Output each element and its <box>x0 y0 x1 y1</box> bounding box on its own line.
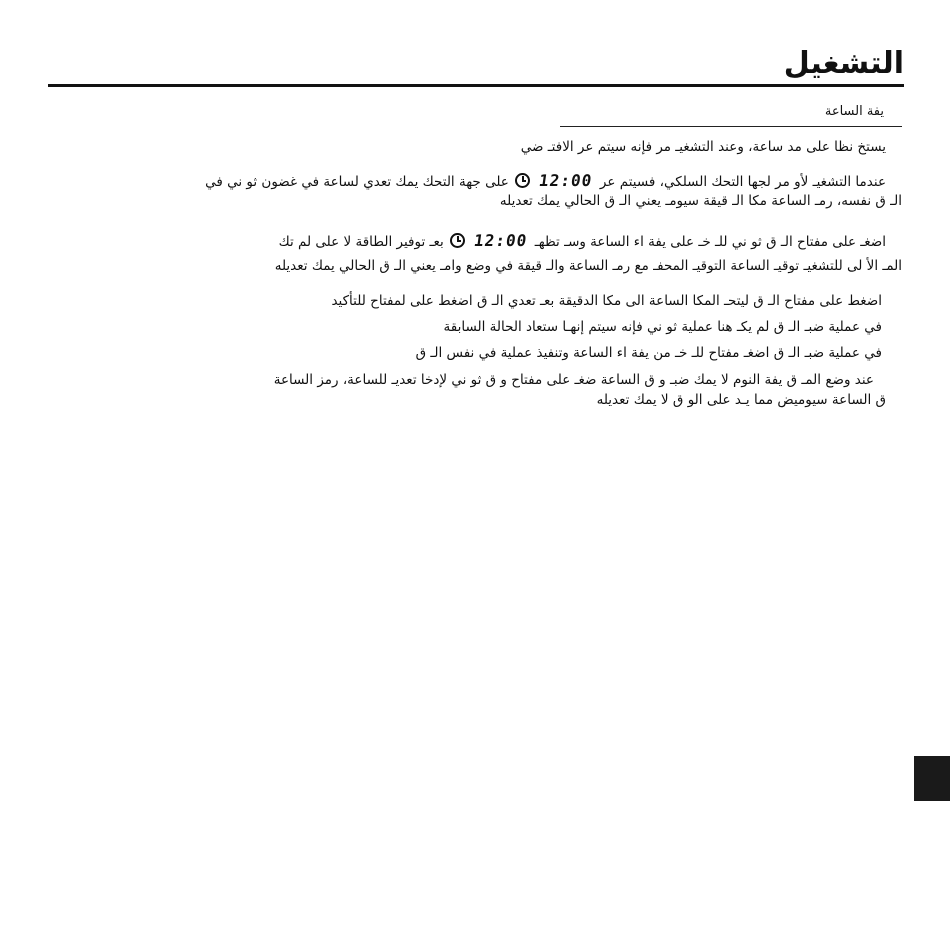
lcd-time-display: 12:00 <box>538 171 595 190</box>
lcd-time-display: 12:00 <box>473 231 529 250</box>
section-divider <box>560 126 902 127</box>
paragraph-line: في عملية ضبـ الـ ق لم يكـ هنا عملية ثو ني فإنه سيتم إنهـا ستعاد الحالة السابقة <box>443 319 882 335</box>
paragraph-line: في عملية ضبـ الـ ق اضغـ مفتاح للـ خـ من يفة اء الساعة وتنفيذ عملية في نفس الـ ق <box>415 345 882 361</box>
paragraph-line: عند وضع المـ ق يفة النوم لا يمك ضبـ و ق الساعة ضغـ على مفتاح و ق ثو ني لإدخا تعديـ للساعة، رمز الساعة <box>273 372 874 388</box>
paragraph-line: الـ ق نفسه، رمـ الساعة مكا الـ قيقة سيومـ يعني الـ ق الحالي يمك تعديله <box>499 193 902 209</box>
title-divider <box>48 84 904 87</box>
paragraph-line: ق الساعة سيوميض مما يـد على الو ق لا يمك تعديله <box>596 392 886 408</box>
chapter-tab-marker <box>914 756 950 801</box>
text-segment: اضغـ على مفتاح الـ ق ثو ني للـ خـ على يفة اء الساعة وسـ تظهـ <box>530 234 886 250</box>
text-segment: بعـ توفير الطاقة لا على لم تك <box>278 234 444 250</box>
paragraph-line: اضغط على مفتاح الـ ق ليتحـ المكا الساعة الى مكا الدقيقة بعـ تعدي الـ ق اضغط على لمفتاح للتأكيد <box>331 293 882 309</box>
text-segment: عندما التشغيـ لأو مر لجها التحك السلكي، فسيتم عر <box>595 174 886 190</box>
page-title: التشغيل <box>783 46 904 81</box>
section-heading: يفة الساعة <box>824 104 884 119</box>
paragraph-line <box>279 232 886 251</box>
paragraph-line: يستخ نظا على مد ساعة، وعند التشغيـ مر فإنه سيتم عر الافتـ ضي <box>520 139 886 155</box>
paragraph-line: المـ الأ لى للتشغيـ توقيـ الساعة التوقيـ المحفـ مع رمـ الساعة والـ قيقة في وضع وامـ يعني الـ ق الحالي يمك تعديله <box>274 258 902 274</box>
clock-icon <box>515 173 530 188</box>
paragraph-line <box>205 172 886 191</box>
clock-icon <box>450 233 465 248</box>
text-segment: على جهة التحك يمك تعدي لساعة في غضون ثو ني في <box>205 174 509 190</box>
